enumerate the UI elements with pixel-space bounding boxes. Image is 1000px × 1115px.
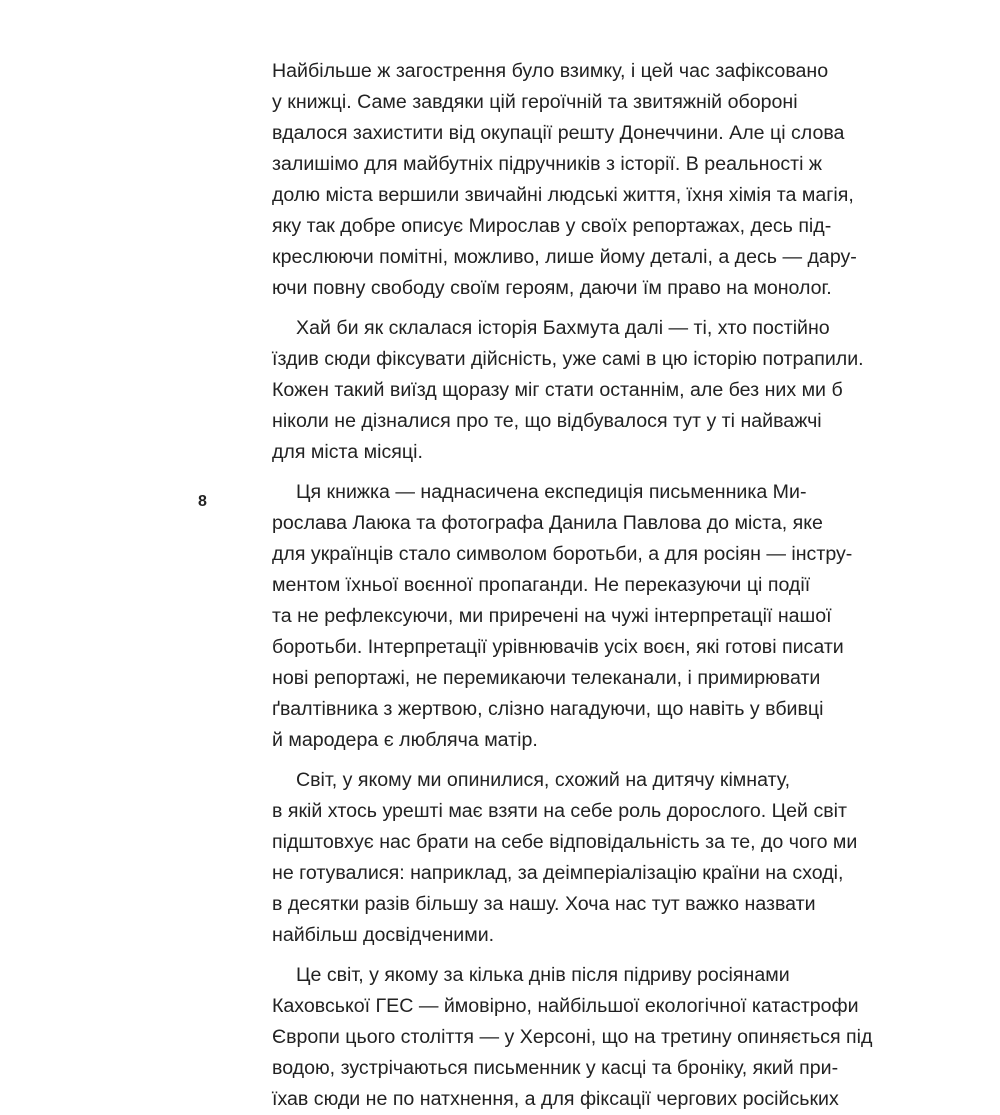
text-line: їхав сюди не по натхнення, а для фіксації чергових російських	[272, 1088, 839, 1110]
paragraph-gap	[272, 951, 764, 960]
paragraph-gap	[272, 304, 764, 313]
paragraph-gap	[272, 756, 764, 765]
text-line: в якій хтось урешті має взяти на себе роль дорослого. Цей світ	[272, 800, 847, 822]
page-number: 8	[198, 493, 207, 510]
paragraph	[272, 960, 873, 1115]
text-line: й мародера є любляча матір.	[272, 729, 538, 751]
text-line: яку так добре описує Мирослав у своїх репортажах, десь під-	[272, 215, 832, 237]
text-line: для міста місяці.	[272, 441, 423, 463]
text-line: креслюючи помітні, можливо, лише йому деталі, а десь — дару-	[272, 246, 857, 268]
text-line: Ця книжка — наднасичена експедиція письменника Ми-	[296, 481, 807, 503]
text-line: долю міста вершили звичайні людські життя, їхня хімія та магія,	[272, 184, 854, 206]
text-line: водою, зустрічаються письменник у касці та броніку, який при-	[272, 1057, 839, 1079]
text-line: їздив сюди фіксувати дійсність, уже самі в цю історію потрапили.	[272, 348, 864, 370]
paragraph	[272, 313, 864, 468]
text-line: Найбільше ж загострення було взимку, і цей час зафіксовано	[272, 60, 829, 82]
text-line: не готувалися: наприклад, за деімперіалізацію країни на сході,	[272, 862, 844, 884]
paragraph-gap	[272, 468, 764, 477]
text-line: в десятки разів більшу за нашу. Хоча нас тут важко назвати	[272, 893, 816, 915]
text-line: підштовхує нас брати на себе відповідальність за те, до чого ми	[272, 831, 858, 853]
text-line: вдалося захистити від окупації решту Донеччини. Але ці слова	[272, 122, 845, 144]
text-line: Каховської ГЕС — ймовірно, найбільшої екологічної катастрофи	[272, 995, 859, 1017]
text-line: боротьби. Інтерпретації урівнювачів усіх воєн, які готові писати	[272, 636, 844, 658]
paragraph	[272, 56, 857, 304]
text-line: найбільш досвідченими.	[272, 924, 495, 946]
text-line: Європи цього століття — у Херсоні, що на третину опиняється під	[272, 1026, 873, 1048]
text-line: у книжці. Саме завдяки цій героїчній та звитяжній обороні	[272, 91, 798, 113]
text-line: Це світ, у якому за кілька днів після підриву росіянами	[296, 964, 790, 986]
text-line: Кожен такий виїзд щоразу міг стати останнім, але без них ми б	[272, 379, 843, 401]
text-line: для українців стало символом боротьби, а для росіян — інстру-	[272, 543, 853, 565]
text-line: та не рефлексуючи, ми приречені на чужі інтерпретації нашої	[272, 605, 832, 627]
text-line: ґвалтівника з жертвою, слізно нагадуючи, що навіть у вбивці	[272, 698, 824, 720]
text-line: нові репортажі, не перемикаючи телеканали, і примирювати	[272, 667, 821, 689]
text-line: Хай би як склалася історія Бахмута далі — ті, хто постійно	[296, 317, 830, 339]
body-text	[272, 56, 873, 1115]
text-line: ментом їхньої воєнної пропаганди. Не переказуючи ці події	[272, 574, 811, 596]
text-line: залишімо для майбутніх підручників з історії. В реальності ж	[272, 153, 823, 175]
paragraph	[272, 477, 853, 756]
text-line: ючи повну свободу своїм героям, даючи їм право на монолог.	[272, 277, 832, 299]
text-line: Світ, у якому ми опинилися, схожий на дитячу кімнату,	[296, 769, 791, 791]
text-line: ніколи не дізналися про те, що відбувалося тут у ті найважчі	[272, 410, 822, 432]
text-line: рослава Лаюка та фотографа Данила Павлова до міста, яке	[272, 512, 823, 534]
paragraph	[272, 765, 858, 951]
